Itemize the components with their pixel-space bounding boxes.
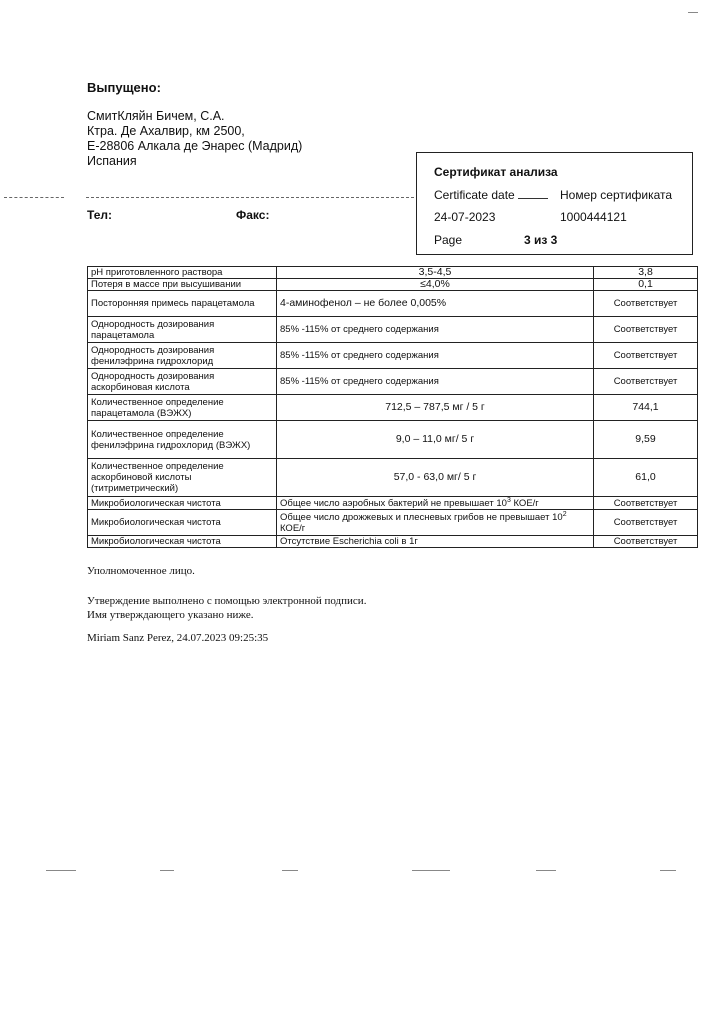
scan-mark (536, 870, 556, 871)
scan-mark (412, 870, 450, 871)
certificate-box (416, 152, 693, 255)
test-cell: Микробиологическая чистота (88, 536, 277, 548)
test-cell: pH приготовленного раствора (88, 267, 277, 279)
signature-line: Miriam Sanz Perez, 24.07.2023 09:25:35 (87, 632, 269, 644)
result-cell: Соответствует (594, 536, 698, 548)
test-cell: Потеря в массе при высушивании (88, 279, 277, 291)
table-row (88, 497, 698, 510)
table-row (88, 267, 698, 279)
address-line: СмитКляйн Бичем, С.А. (87, 109, 225, 123)
result-cell: Соответствует (594, 291, 698, 317)
table-row (88, 459, 698, 497)
spec-cell: 85% -115% от среднего содержания (277, 343, 594, 369)
result-cell: Соответствует (594, 497, 698, 510)
spec-cell: Общее число дрожжевых и плесневых грибов не превышает $10^2$ КОЕ/г (277, 510, 594, 536)
table-row (88, 421, 698, 459)
address-line: Испания (87, 154, 137, 168)
divider (4, 197, 64, 198)
result-cell: 61,0 (594, 459, 698, 497)
result-cell: 3,8 (594, 267, 698, 279)
result-cell: Соответствует (594, 317, 698, 343)
test-cell: Количественное определение парацетамола (ВЭЖХ) (88, 395, 277, 421)
issuer-address (87, 109, 302, 169)
test-cell: Количественное определение фенилэфрина гидрохлорид (ВЭЖХ) (88, 421, 277, 459)
test-cell: Посторонняя примесь парацетамола (88, 291, 277, 317)
test-cell: Микробиологическая чистота (88, 510, 277, 536)
test-cell: Количественное определение аскорбиновой кислоты (титриметрический) (88, 459, 277, 497)
address-line: Ктра. Де Ахалвир, км 2500, (87, 124, 245, 138)
fax-label: Факс: (236, 208, 270, 222)
table-row (88, 317, 698, 343)
authorized-person: Уполномоченное лицо. (87, 565, 195, 577)
scan-mark (688, 12, 698, 13)
issued-by-label: Выпущено: (87, 80, 161, 95)
spec-cell: 57,0 - 63,0 мг/ 5 г (277, 459, 594, 497)
scan-mark (282, 870, 298, 871)
spec-cell: 712,5 – 787,5 мг / 5 г (277, 395, 594, 421)
test-cell: Микробиологическая чистота (88, 497, 277, 510)
spec-cell: 9,0 – 11,0 мг/ 5 г (277, 421, 594, 459)
certificate-date: 24-07-2023 (434, 210, 496, 224)
spec-cell: 4-аминофенол – не более 0,005% (277, 291, 594, 317)
table-row (88, 291, 698, 317)
table-row (88, 536, 698, 548)
spec-cell: 85% -115% от среднего содержания (277, 317, 594, 343)
table-row (88, 343, 698, 369)
scan-mark (46, 870, 76, 871)
table-row (88, 395, 698, 421)
certificate-number: 1000444121 (560, 210, 627, 224)
spec-cell: Отсутствие Escherichia coli в 1г (277, 536, 594, 548)
results-table (87, 266, 698, 548)
certificate-number-label: Номер сертификата (560, 188, 673, 202)
result-cell: Соответствует (594, 343, 698, 369)
page-number: 3 из 3 (524, 233, 558, 247)
result-cell: Соответствует (594, 510, 698, 536)
address-line: Е-28806 Алкала де Энарес (Мадрид) (87, 139, 303, 153)
page-label: Page (434, 233, 463, 247)
result-cell: 9,59 (594, 421, 698, 459)
result-cell: Соответствует (594, 369, 698, 395)
certificate-title: Сертификат анализа (434, 165, 558, 179)
scan-mark (660, 870, 676, 871)
approval-line-1: Утверждение выполнено с помощью электронной подписи. (87, 595, 367, 607)
spec-cell: 3,5-4,5 (277, 267, 594, 279)
test-cell: Однородность дозирования аскорбиновая кислота (88, 369, 277, 395)
table-row (88, 510, 698, 536)
divider (86, 197, 414, 198)
scan-mark (160, 870, 174, 871)
result-cell: 744,1 (594, 395, 698, 421)
certificate-date-label: Certificate date (434, 188, 548, 202)
test-cell: Однородность дозирования фенилэфрина гидрохлорид (88, 343, 277, 369)
test-cell: Однородность дозирования парацетамола (88, 317, 277, 343)
table-row (88, 369, 698, 395)
result-cell: 0,1 (594, 279, 698, 291)
tel-label: Тел: (87, 208, 113, 222)
table-row (88, 279, 698, 291)
approval-line-2: Имя утверждающего указано ниже. (87, 609, 254, 621)
spec-cell: Общее число аэробных бактерий не превышает $10^3$ КОЕ/г (277, 497, 594, 510)
spec-cell: ≤4,0% (277, 279, 594, 291)
spec-cell: 85% -115% от среднего содержания (277, 369, 594, 395)
